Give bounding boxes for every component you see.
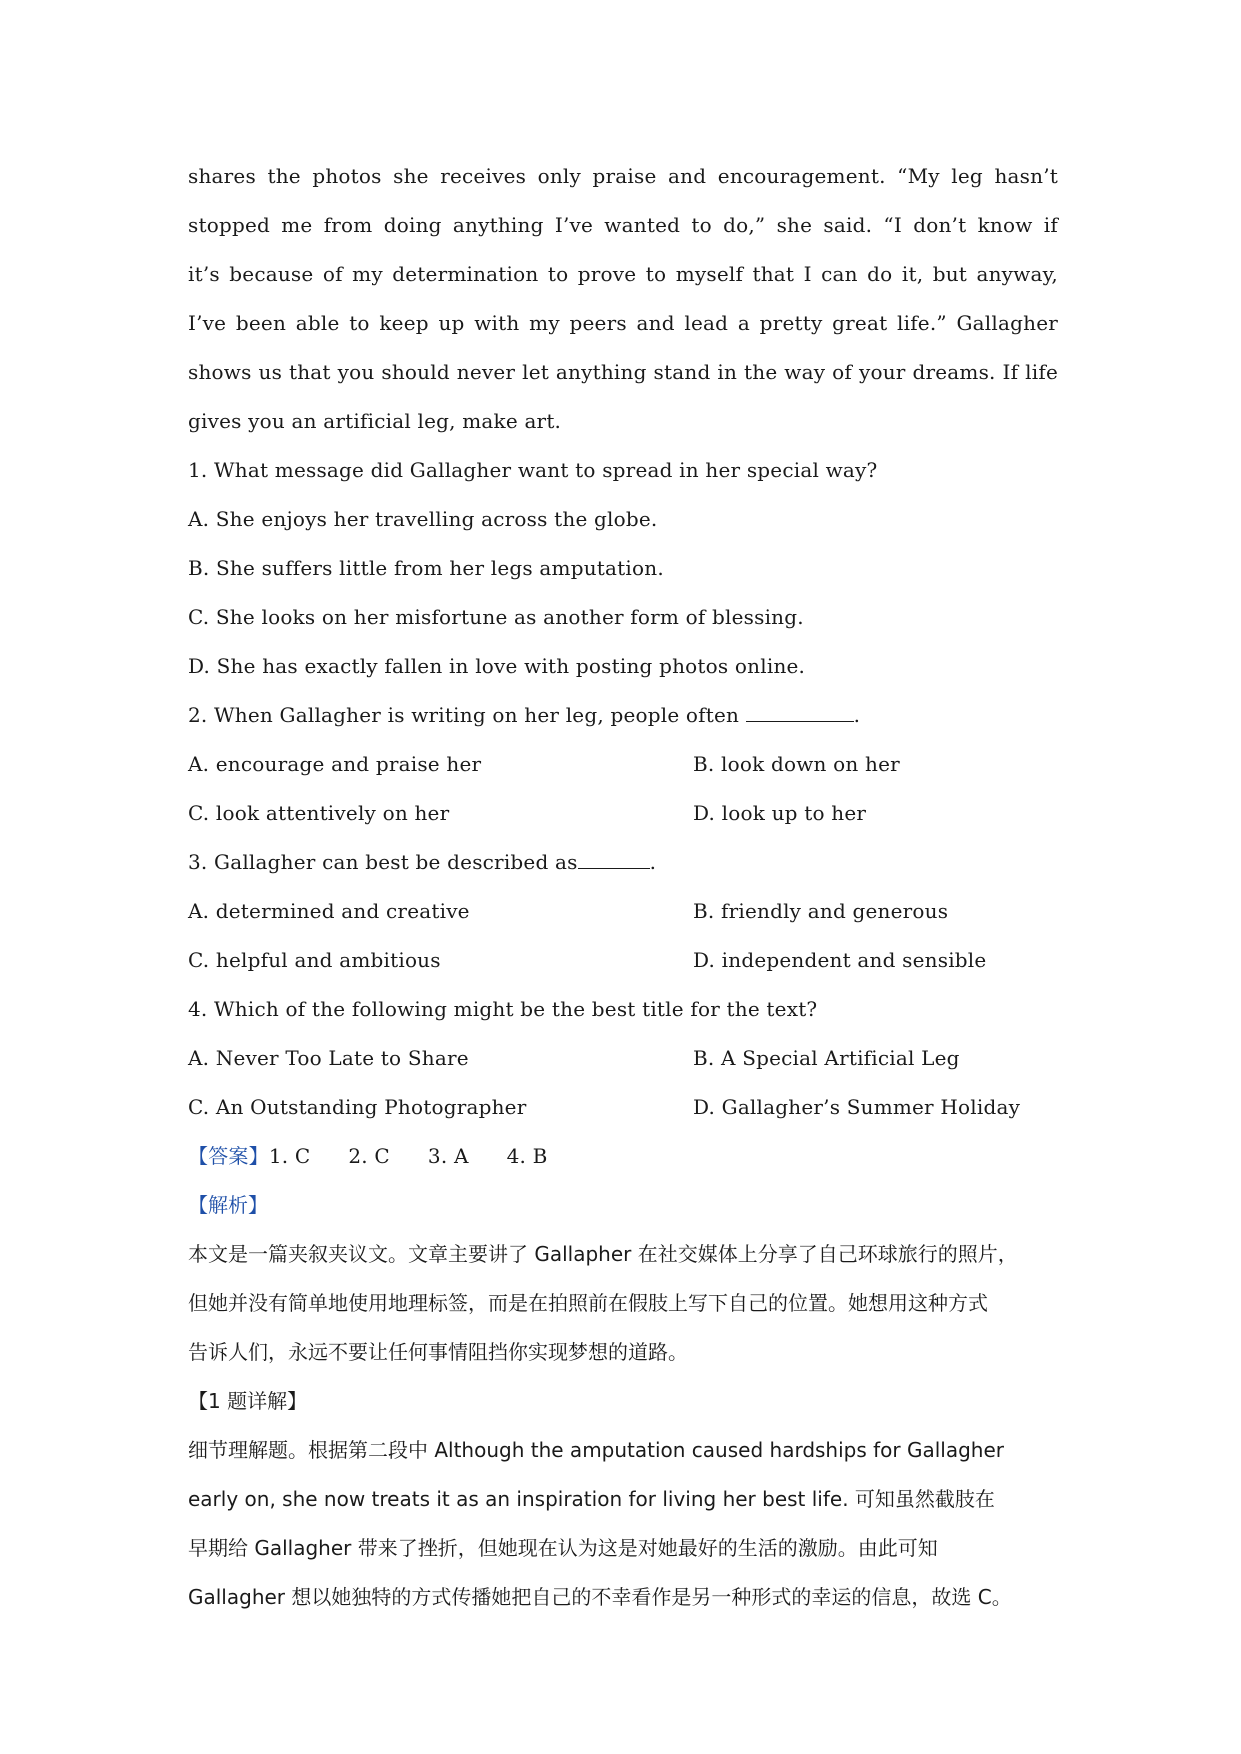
analysis-tag: 【解析】 bbox=[188, 1193, 268, 1217]
question-stem-text: 2. When Gallagher is writing on her leg, people often bbox=[188, 703, 746, 727]
option-row bbox=[188, 789, 1058, 838]
answer-blank bbox=[746, 703, 854, 722]
question-3 bbox=[188, 838, 1058, 985]
question-stem-text: 3. Gallagher can best be described as bbox=[188, 850, 578, 874]
option-c: C. look attentively on her bbox=[188, 801, 450, 825]
passage-line: shares the photos she receives only praise and encouragement. “My leg hasn’t bbox=[188, 164, 1058, 188]
question-1 bbox=[188, 446, 1058, 691]
passage-line: stopped me from doing anything I’ve wanted to do,” she said. “I don’t know if bbox=[188, 213, 1058, 237]
document-page bbox=[188, 152, 1058, 1622]
option-b: B. friendly and generous bbox=[693, 899, 949, 923]
question-4 bbox=[188, 985, 1058, 1132]
answer-value: 4. B bbox=[506, 1144, 548, 1168]
option-row bbox=[188, 887, 1058, 936]
analysis-line: 本文是一篇夹叙夹议文。文章主要讲了 Gallapher 在社交媒体上分享了自己环球旅行的照片， bbox=[188, 1242, 1018, 1266]
analysis-line: 告诉人们，永远不要让任何事情阻挡你实现梦想的道路。 bbox=[188, 1340, 688, 1364]
detail-line: Gallagher 想以她独特的方式传播她把自己的不幸看作是另一种形式的幸运的信息，故选 C。 bbox=[188, 1585, 1012, 1609]
question-2 bbox=[188, 691, 1058, 838]
option-a: A. She enjoys her travelling across the globe. bbox=[188, 507, 658, 531]
answer-value: 2. C bbox=[348, 1144, 390, 1168]
question-stem-end: . bbox=[853, 703, 861, 727]
option-c: C. She looks on her misfortune as another form of blessing. bbox=[188, 605, 804, 629]
passage-line: shows us that you should never let anything stand in the way of your dreams. If life bbox=[188, 360, 1058, 384]
option-c: C. An Outstanding Photographer bbox=[188, 1095, 527, 1119]
option-b: B. A Special Artificial Leg bbox=[693, 1046, 960, 1070]
answer-value: 3. A bbox=[427, 1144, 469, 1168]
question-stem bbox=[188, 691, 1058, 740]
option-a: A. Never Too Late to Share bbox=[188, 1046, 469, 1070]
option-d: D. independent and sensible bbox=[693, 948, 987, 972]
detail-line: 早期给 Gallagher 带来了挫折，但她现在认为这是对她最好的生活的激励。由此可知 bbox=[188, 1536, 938, 1560]
passage-line: gives you an artificial leg, make art. bbox=[188, 409, 562, 433]
answer-tag: 【答案】 bbox=[188, 1144, 269, 1168]
option-b: B. look down on her bbox=[693, 752, 900, 776]
option-row bbox=[188, 1083, 1058, 1132]
option-d: D. look up to her bbox=[693, 801, 867, 825]
question-stem: 4. Which of the following might be the best title for the text? bbox=[188, 997, 818, 1021]
analysis-section bbox=[188, 1181, 1058, 1377]
analysis-line: 但她并没有简单地使用地理标签，而是在拍照前在假肢上写下自己的位置。她想用这种方式 bbox=[188, 1291, 988, 1315]
question-stem-end: . bbox=[649, 850, 657, 874]
detail-line: 细节理解题。根据第二段中 Although the amputation caused hardships for Gallagher bbox=[188, 1438, 1005, 1462]
option-a: A. encourage and praise her bbox=[188, 752, 482, 776]
passage-line: it’s because of my determination to prove to myself that I can do it, but anyway, bbox=[188, 262, 1058, 286]
detail-tag: 【1 题详解】 bbox=[188, 1389, 308, 1413]
option-c: C. helpful and ambitious bbox=[188, 948, 441, 972]
option-d: D. Gallagher’s Summer Holiday bbox=[693, 1095, 1021, 1119]
detail-section bbox=[188, 1377, 1058, 1622]
answer-key bbox=[188, 1132, 1058, 1181]
option-a: A. determined and creative bbox=[188, 899, 470, 923]
passage-line: I’ve been able to keep up with my peers and lead a pretty great life.” Gallagher bbox=[188, 311, 1058, 335]
detail-line: early on, she now treats it as an inspiration for living her best life. 可知虽然截肢在 bbox=[188, 1487, 995, 1511]
option-b: B. She suffers little from her legs amputation. bbox=[188, 556, 664, 580]
option-d: D. She has exactly fallen in love with posting photos online. bbox=[188, 654, 806, 678]
answer-value: 1. C bbox=[268, 1144, 311, 1168]
question-stem bbox=[188, 838, 1058, 887]
option-row bbox=[188, 740, 1058, 789]
option-row bbox=[188, 1034, 1058, 1083]
answer-values bbox=[269, 1144, 586, 1168]
question-stem: 1. What message did Gallagher want to spread in her special way? bbox=[188, 458, 878, 482]
answer-blank bbox=[578, 850, 650, 869]
option-row bbox=[188, 936, 1058, 985]
passage bbox=[188, 152, 1058, 446]
